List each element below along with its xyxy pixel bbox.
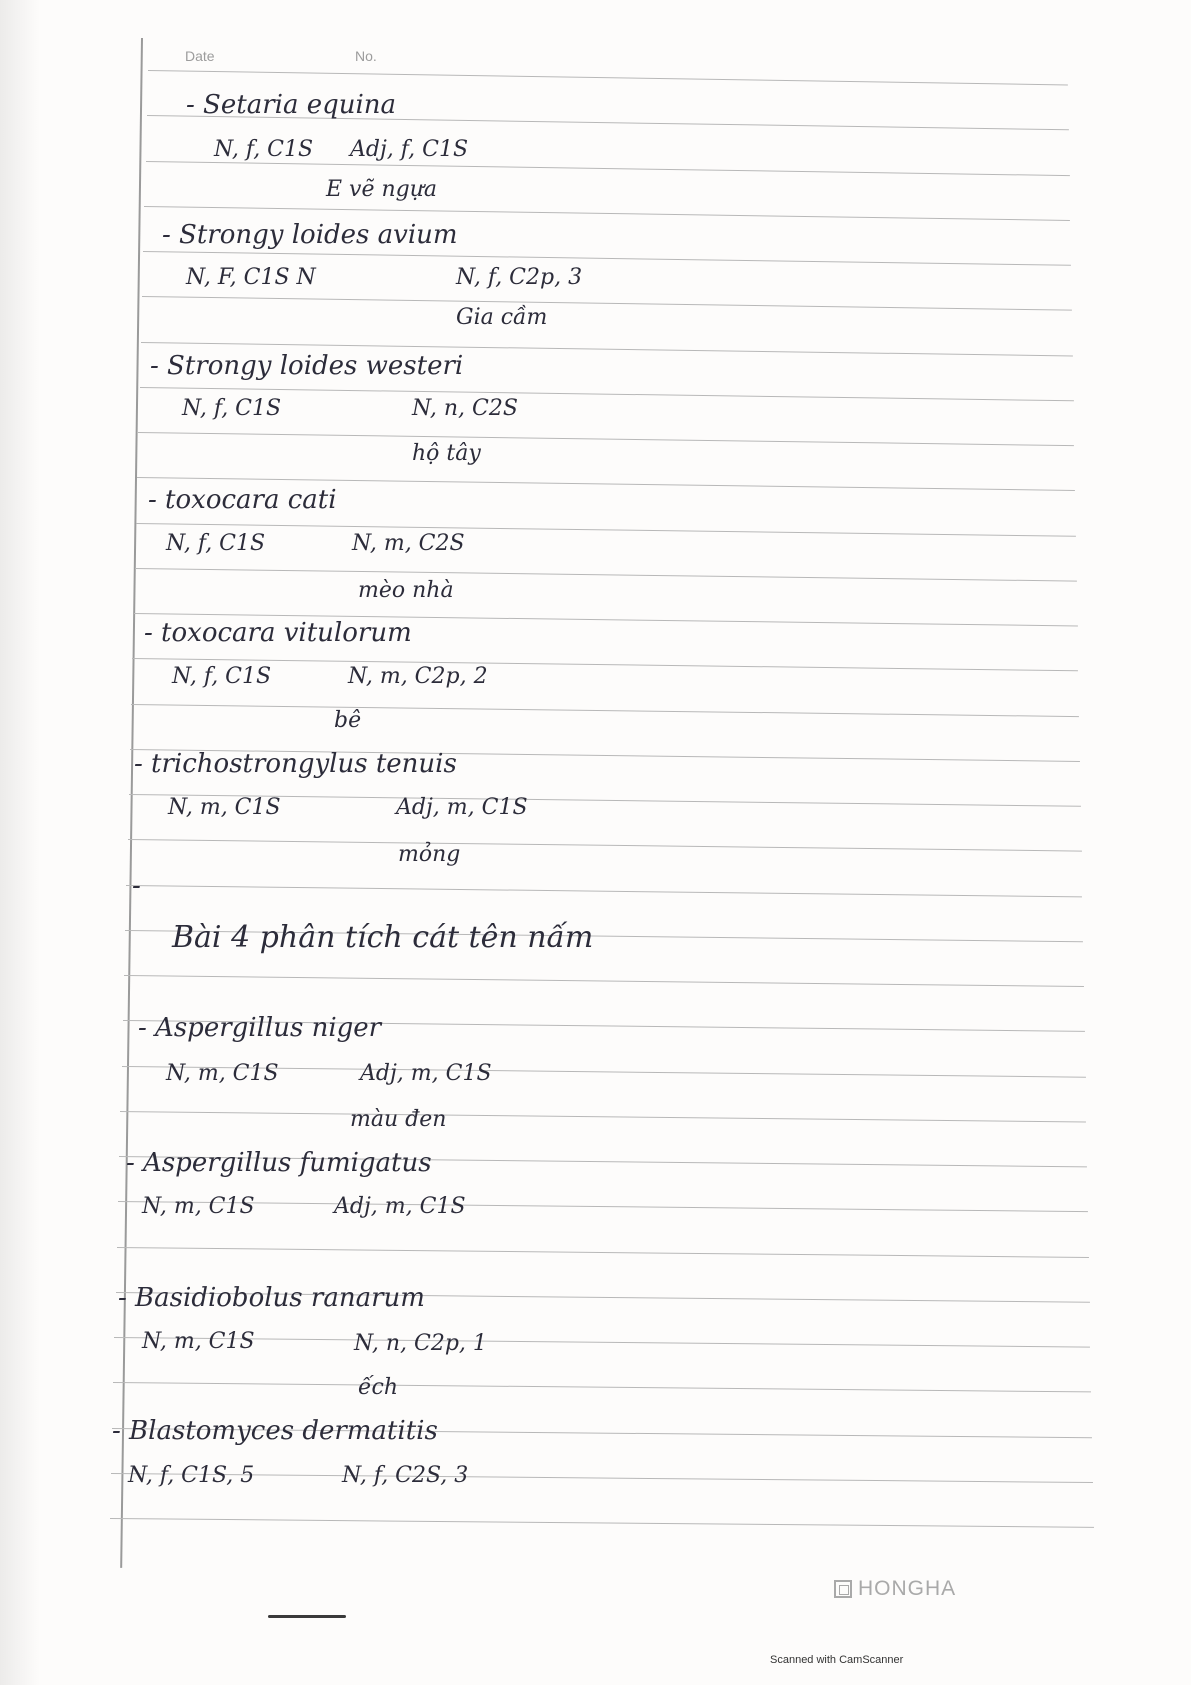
ruled-line — [146, 161, 1070, 176]
ruled-line — [126, 885, 1082, 897]
ruled-line — [114, 1337, 1090, 1348]
ruled-line — [128, 839, 1082, 852]
margin-line — [120, 38, 142, 1568]
ruled-line — [113, 1382, 1091, 1392]
entry-note: N, m, C1S — [168, 795, 281, 820]
notebook-brand — [834, 1577, 956, 1601]
entry-note: N, f, C1S — [214, 137, 314, 162]
pen-mark — [268, 1615, 346, 1618]
entry-note: N, f, C1S — [182, 396, 282, 421]
entry-note: màu đen — [350, 1107, 447, 1132]
entry-note: E vẽ ngựa — [326, 177, 438, 202]
entry-term: - — [132, 871, 141, 901]
entry-note: mỏng — [398, 842, 461, 867]
section-heading: Bài 4 phân tích cát tên nấm — [172, 920, 594, 955]
entry-note: hộ tây — [412, 441, 481, 466]
entry-note: ếch — [358, 1375, 399, 1400]
ruled-line — [117, 1247, 1089, 1258]
ruled-line — [120, 1111, 1086, 1123]
entry-note: Adj, m, C1S — [360, 1061, 492, 1086]
entry-note: N, f, C2S, 3 — [342, 1463, 469, 1488]
no-label: No. — [355, 48, 377, 64]
ruled-line — [138, 432, 1074, 446]
entry-note: N, m, C1S — [142, 1194, 255, 1219]
entry-note: Adj, m, C1S — [396, 795, 528, 820]
brand-label: HONGHA — [858, 1577, 957, 1600]
entry-term: - Aspergillus fumigatus — [126, 1148, 432, 1178]
entry-note: N, f, C2p, 3 — [456, 265, 583, 290]
entry-note: N, f, C1S, 5 — [128, 1463, 255, 1488]
entry-term: - trichostrongylus tenuis — [134, 749, 457, 779]
entry-term: - Setaria equina — [186, 90, 397, 120]
ruled-line — [143, 251, 1071, 266]
ruled-line — [110, 1518, 1094, 1528]
brand-logo-icon — [834, 1580, 852, 1598]
entry-note: bê — [334, 708, 362, 733]
entry-note: N, n, C2p, 1 — [354, 1331, 487, 1356]
ruled-line — [144, 206, 1070, 221]
entry-note: Gia cầm — [456, 305, 548, 330]
entry-note: N, f, C1S — [172, 664, 272, 689]
entry-note: N, f, C1S — [166, 531, 266, 556]
ruled-line — [131, 704, 1079, 717]
entry-note: N, m, C2p, 2 — [348, 664, 488, 689]
entry-note: mèo nhà — [358, 578, 454, 603]
ruled-line — [111, 1473, 1093, 1483]
ruled-line — [132, 658, 1078, 671]
scan-note: Scanned with CamScanner — [770, 1654, 904, 1666]
entry-note: N, F, C1S N — [186, 265, 316, 290]
ruled-line — [124, 975, 1084, 987]
entry-note: N, m, C1S — [142, 1329, 255, 1354]
ruled-line — [148, 70, 1068, 85]
ruled-line — [142, 296, 1072, 311]
entry-term: - Strongy loides westeri — [150, 351, 464, 381]
entry-note: N, n, C2S — [412, 396, 518, 421]
entry-term: - Strongy loides avium — [162, 220, 458, 250]
ruled-line — [136, 523, 1076, 537]
entry-term: - Aspergillus niger — [138, 1013, 382, 1043]
date-label: Date — [185, 48, 215, 64]
entry-term: - toxocara vitulorum — [144, 618, 412, 648]
entry-term: - toxocara cati — [148, 485, 337, 515]
entry-term: - Blastomyces dermatitis — [112, 1416, 438, 1446]
entry-note: N, m, C2S — [352, 531, 465, 556]
ruled-line — [118, 1201, 1088, 1212]
entry-term: - Basidiobolus ranarum — [118, 1283, 425, 1313]
entry-note: N, m, C1S — [166, 1061, 279, 1086]
ruled-line — [135, 568, 1077, 582]
entry-note: Adj, f, C1S — [350, 137, 469, 162]
entry-note: Adj, m, C1S — [334, 1194, 466, 1219]
